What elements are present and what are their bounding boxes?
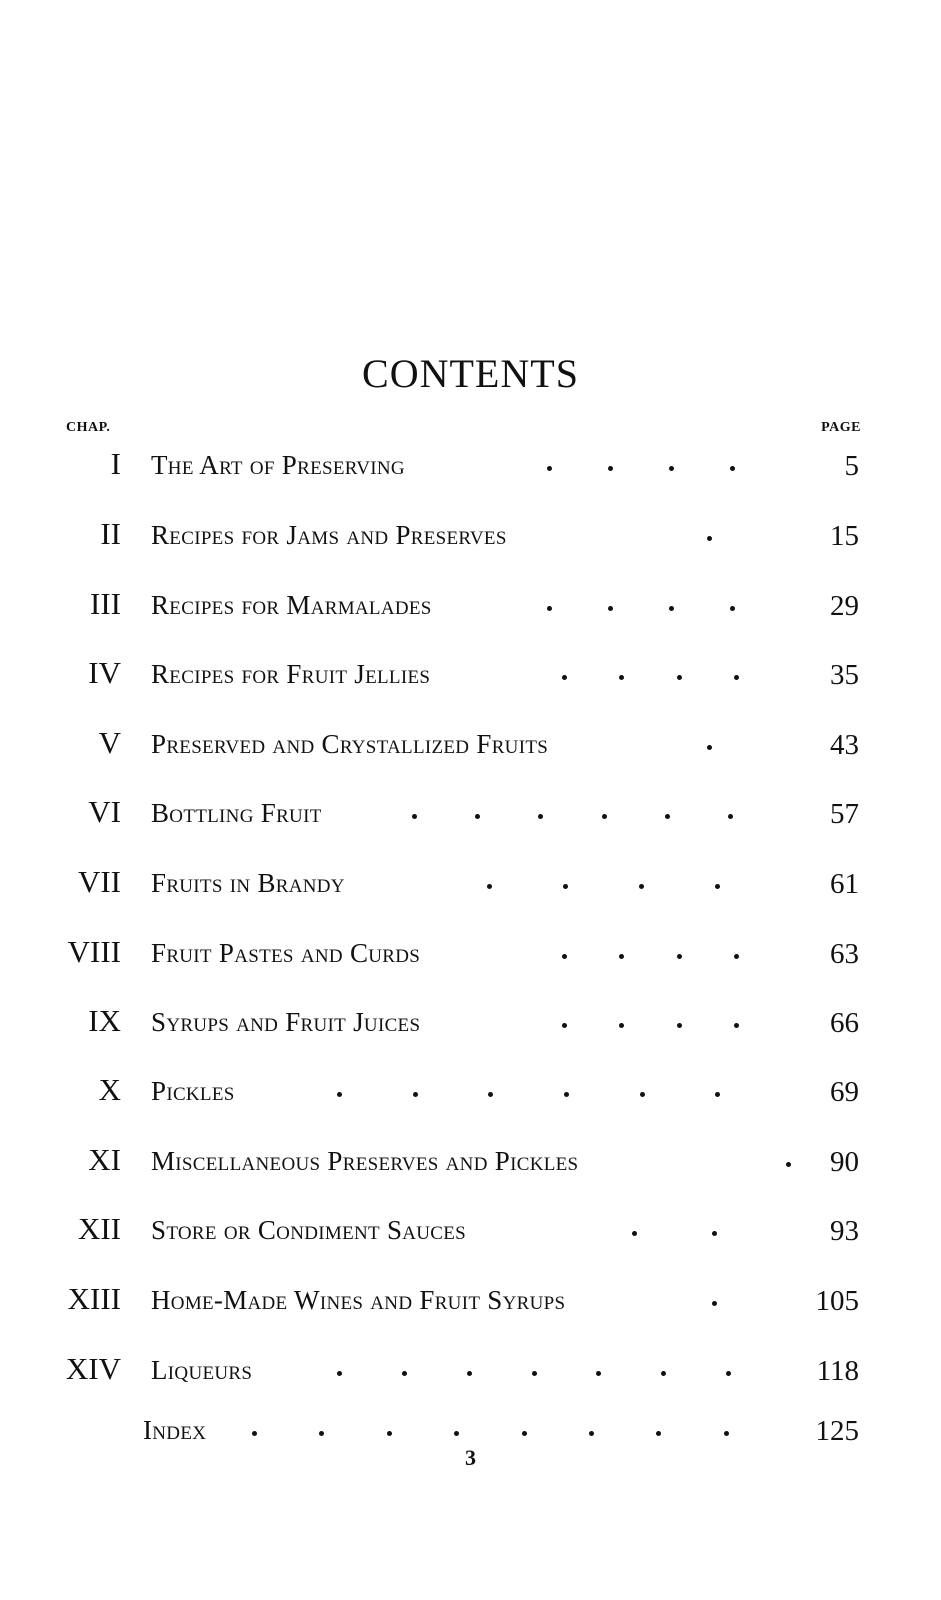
- dot-leader: [556, 948, 791, 964]
- toc-entry: [0, 723, 941, 767]
- leader-dot: [677, 1023, 682, 1028]
- leader-dot: [715, 1092, 720, 1097]
- leader-dot: [619, 675, 624, 680]
- leader-dot: [707, 536, 712, 541]
- leader-dot: [726, 1371, 731, 1376]
- leader-dot: [412, 814, 417, 819]
- index-title: Index: [143, 1415, 207, 1445]
- toc-entry: [0, 1279, 941, 1323]
- leader-dot: [387, 1431, 392, 1436]
- leader-dot: [786, 1162, 791, 1167]
- leader-dot: [608, 466, 613, 471]
- chapter-title: Store or Condiment Sauces: [151, 1215, 467, 1245]
- leader-dot: [640, 1092, 645, 1097]
- folio-page-number: 3: [465, 1445, 476, 1470]
- chapter-number: XIV: [65, 1351, 121, 1386]
- dot-leader: [701, 739, 791, 755]
- page-number: 105: [815, 1285, 859, 1317]
- leader-dot: [467, 1371, 472, 1376]
- dot-leader: [541, 460, 791, 476]
- leader-dot: [661, 1371, 666, 1376]
- leader-dot: [677, 954, 682, 959]
- page-number: 66: [830, 1007, 859, 1039]
- toc-entry: [0, 444, 941, 488]
- page-number: 35: [830, 659, 859, 691]
- toc-entry: [0, 1349, 941, 1393]
- leader-dot: [669, 606, 674, 611]
- dot-leader: [406, 808, 791, 824]
- chapter-title: Fruit Pastes and Curds: [151, 938, 421, 968]
- chapter-column-heading: CHAP.: [66, 420, 111, 435]
- leader-dot: [619, 954, 624, 959]
- leader-dot: [712, 1301, 717, 1306]
- chapter-title: Home-Made Wines and Fruit Syrups: [151, 1285, 566, 1315]
- chapter-title: Syrups and Fruit Juices: [151, 1007, 421, 1037]
- leader-dot: [337, 1371, 342, 1376]
- toc-entry: [0, 514, 941, 558]
- toc-entry: [0, 1070, 941, 1114]
- chapter-title: Recipes for Marmalades: [151, 590, 432, 620]
- leader-dot: [488, 1092, 493, 1097]
- leader-dot: [734, 954, 739, 959]
- leader-dot: [522, 1431, 527, 1436]
- leader-dot: [669, 466, 674, 471]
- chapter-number: VII: [77, 864, 121, 899]
- leader-dot: [734, 675, 739, 680]
- toc-entry: [0, 1140, 941, 1184]
- page-number: 5: [844, 450, 859, 482]
- toc-entry: [0, 1209, 941, 1253]
- leader-dot: [730, 466, 735, 471]
- chapter-title: Recipes for Fruit Jellies: [151, 659, 431, 689]
- dot-leader: [706, 1295, 791, 1311]
- leader-dot: [563, 884, 568, 889]
- toc-entry: [0, 862, 941, 906]
- page-number: 43: [830, 729, 859, 761]
- leader-dot: [402, 1371, 407, 1376]
- leader-dot: [337, 1092, 342, 1097]
- dot-leader: [481, 878, 791, 894]
- chapter-title: Liqueurs: [151, 1355, 253, 1385]
- dot-leader: [701, 530, 791, 546]
- dot-leader: [556, 669, 791, 685]
- dot-leader: [541, 600, 791, 616]
- chapter-title: Miscellaneous Preserves and Pickles: [151, 1146, 579, 1176]
- chapter-number: XII: [77, 1211, 121, 1246]
- page-column-heading: PAGE: [821, 420, 861, 435]
- page-number: 118: [816, 1355, 859, 1387]
- page-number: 15: [830, 520, 859, 552]
- leader-dot: [454, 1431, 459, 1436]
- leader-dot: [547, 466, 552, 471]
- toc-entry: [0, 1001, 941, 1045]
- dot-leader: [331, 1365, 791, 1381]
- toc-entry: [0, 584, 941, 628]
- chapter-title: Preserved and Crystallized Fruits: [151, 729, 549, 759]
- leader-dot: [656, 1431, 661, 1436]
- page-number: 90: [830, 1146, 859, 1178]
- page-number: 63: [830, 938, 859, 970]
- page-number: 93: [830, 1215, 859, 1247]
- dot-leader: [331, 1086, 791, 1102]
- leader-dot: [724, 1431, 729, 1436]
- leader-dot: [532, 1371, 537, 1376]
- page-number: 69: [830, 1076, 859, 1108]
- leader-dot: [319, 1431, 324, 1436]
- leader-dot: [728, 814, 733, 819]
- leader-dot: [562, 954, 567, 959]
- page-number: 57: [830, 798, 859, 830]
- chapter-number: V: [98, 725, 121, 760]
- chapter-number: IX: [88, 1003, 121, 1038]
- leader-dot: [608, 606, 613, 611]
- leader-dot: [589, 1431, 594, 1436]
- chapter-number: IV: [88, 655, 121, 690]
- chapter-number: XI: [88, 1142, 121, 1177]
- chapter-title: Pickles: [151, 1076, 235, 1106]
- leader-dot: [639, 884, 644, 889]
- chapter-title: Fruits in Brandy: [151, 868, 345, 898]
- leader-dot: [564, 1092, 569, 1097]
- page-number: 125: [815, 1415, 859, 1447]
- chapter-number: VI: [88, 794, 121, 829]
- page-title: CONTENTS: [362, 351, 579, 396]
- dot-leader: [246, 1425, 791, 1441]
- leader-dot: [707, 745, 712, 750]
- toc-entry: [0, 932, 941, 976]
- leader-dot: [619, 1023, 624, 1028]
- chapter-number: XIII: [67, 1281, 121, 1316]
- leader-dot: [665, 814, 670, 819]
- dot-leader: [626, 1225, 791, 1241]
- chapter-title: Recipes for Jams and Preserves: [151, 520, 507, 550]
- toc-entry: [0, 653, 941, 697]
- chapter-number: II: [100, 516, 121, 551]
- leader-dot: [602, 814, 607, 819]
- leader-dot: [734, 1023, 739, 1028]
- leader-dot: [715, 884, 720, 889]
- leader-dot: [547, 606, 552, 611]
- page-number: 61: [830, 868, 859, 900]
- leader-dot: [487, 884, 492, 889]
- leader-dot: [538, 814, 543, 819]
- leader-dot: [475, 814, 480, 819]
- chapter-title: The Art of Preserving: [151, 450, 405, 480]
- dot-leader: [556, 1017, 791, 1033]
- chapter-number: I: [110, 446, 121, 481]
- dot-leader: [771, 1156, 791, 1172]
- leader-dot: [730, 606, 735, 611]
- leader-dot: [562, 1023, 567, 1028]
- leader-dot: [252, 1431, 257, 1436]
- leader-dot: [712, 1231, 717, 1236]
- chapter-number: III: [90, 586, 121, 621]
- page-number: 29: [830, 590, 859, 622]
- chapter-number: X: [98, 1072, 121, 1107]
- leader-dot: [677, 675, 682, 680]
- leader-dot: [632, 1231, 637, 1236]
- chapter-title: Bottling Fruit: [151, 798, 322, 828]
- leader-dot: [562, 675, 567, 680]
- toc-entry: [0, 792, 941, 836]
- leader-dot: [413, 1092, 418, 1097]
- leader-dot: [596, 1371, 601, 1376]
- chapter-number: VIII: [67, 934, 121, 969]
